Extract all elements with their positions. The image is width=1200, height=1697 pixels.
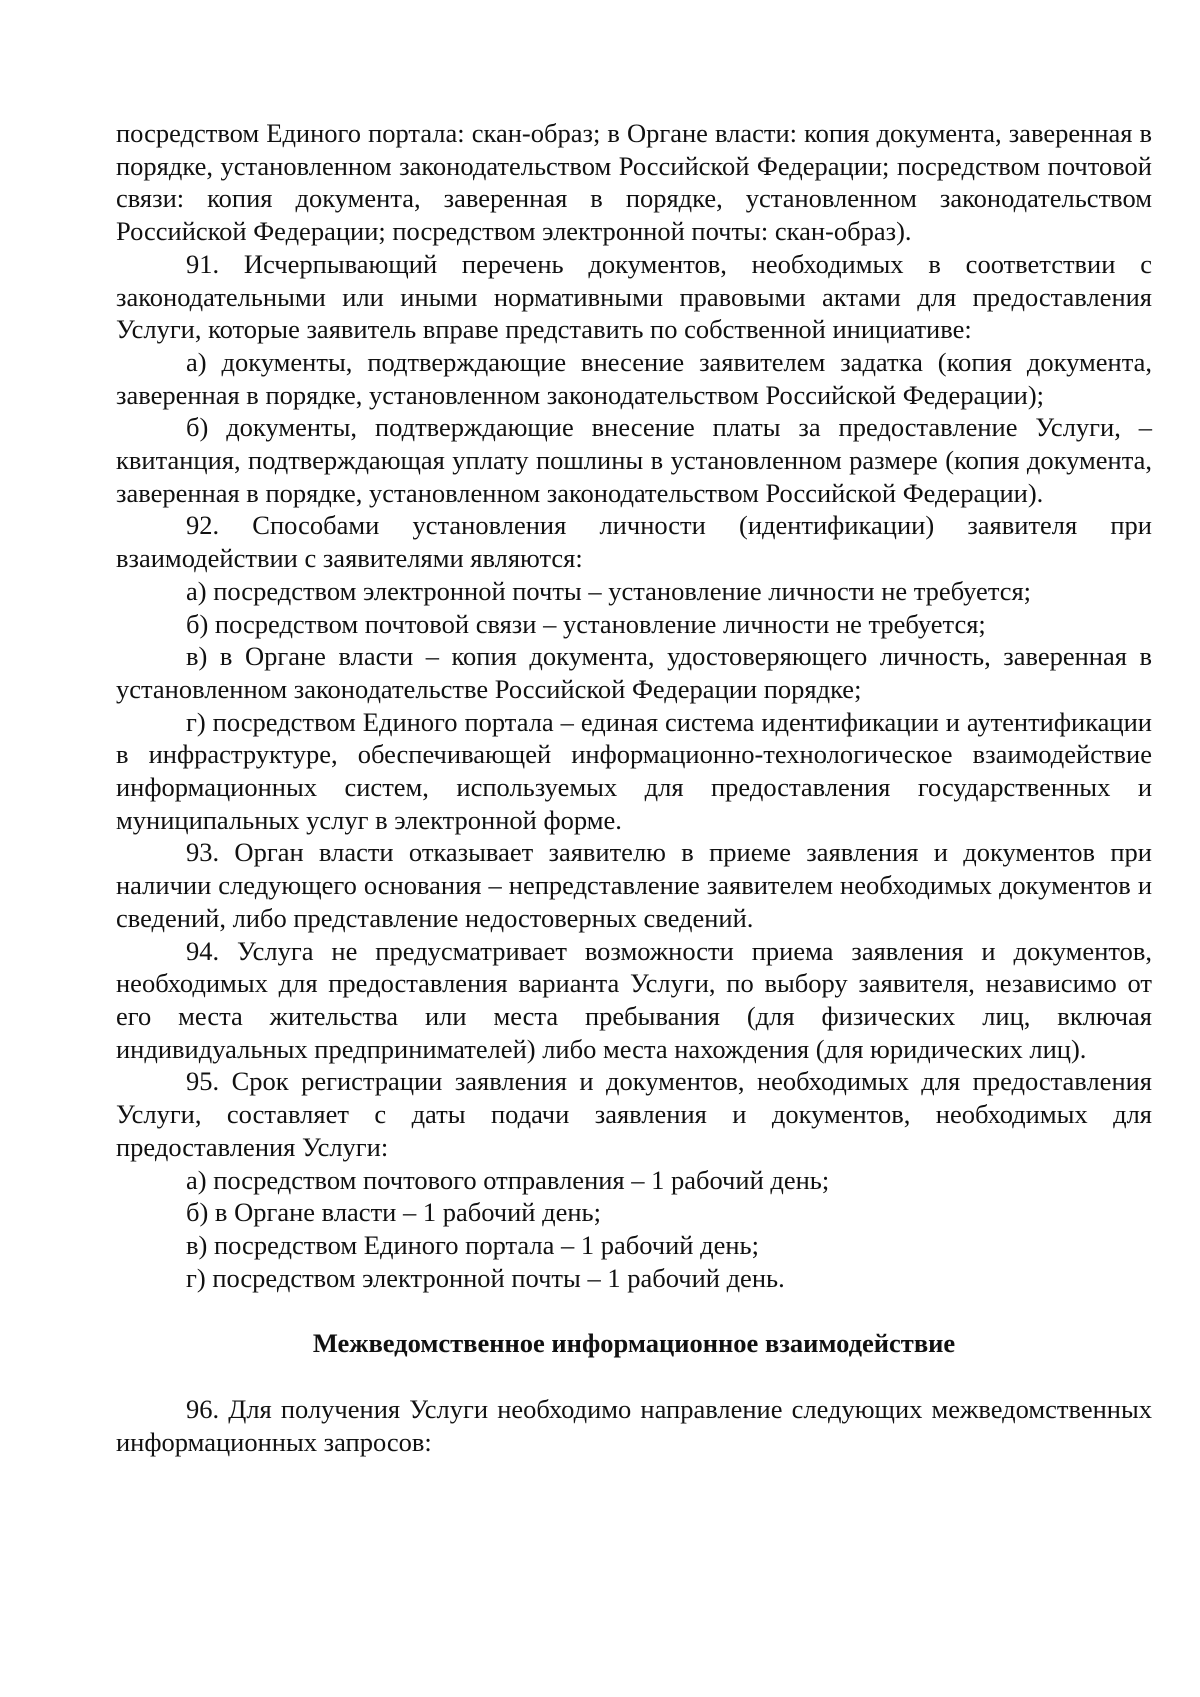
paragraph-95-g: г) посредством электронной почты – 1 рабочий день.: [186, 1262, 785, 1293]
paragraph-continuation: посредством Единого портала: скан-образ; в Органе власти: копия документа, заверенная в порядке, установленном законодательством Российской Федерации; посредством почтовой связи: копия документа, заверенная в порядке, установленном законодательством Российской Федерации; посредством электронной почты: скан-образ).: [116, 118, 1152, 247]
paragraph-91-b: б) документы, подтверждающие внесение платы за предоставление Услуги, – квитанция, подтверждающая уплату пошлины в установленном размере (копия документа, заверенная в порядке, установленном законодательством Российской Федерации).: [116, 412, 1152, 508]
spacer: [116, 1294, 1152, 1327]
paragraph-95-b: б) в Органе власти – 1 рабочий день;: [186, 1197, 601, 1228]
paragraph-95: 95. Срок регистрации заявления и документов, необходимых для предоставления Услуги, составляет с даты подачи заявления и документов, необходимых для предоставления Услуги:: [116, 1066, 1152, 1162]
paragraph-92-v: в) в Органе власти – копия документа, удостоверяющего личность, заверенная в установленном законодательстве Российской Федерации порядке;: [116, 641, 1152, 704]
paragraph-93: 93. Орган власти отказывает заявителю в приеме заявления и документов при наличии следующего основания – непредставление заявителем необходимых документов и сведений, либо представление недостоверных сведений.: [116, 837, 1152, 933]
paragraph-95-v: в) посредством Единого портала – 1 рабочий день;: [186, 1229, 759, 1260]
spacer: [116, 1360, 1152, 1393]
paragraph-91: 91. Исчерпывающий перечень документов, необходимых в соответствии с законодательными или иными нормативными правовыми актами для предоставления Услуги, которые заявитель вправе представить по собственной инициативе:: [116, 248, 1152, 345]
paragraph-92-b: б) посредством почтовой связи – установление личности не требуется;: [186, 608, 986, 639]
paragraph-91-a: а) документы, подтверждающие внесение заявителем задатка (копия документа, заверенная в порядке, установленном законодательством Российской Федерации);: [116, 346, 1152, 410]
section-heading: Межведомственное информационное взаимодействие: [312, 1328, 956, 1359]
paragraph-95-a: а) посредством почтового отправления – 1 рабочий день;: [186, 1164, 830, 1195]
paragraph-94: 94. Услуга не предусматривает возможности приема заявления и документов, необходимых для предоставления варианта Услуги, по выбору заявителя, независимо от его места жительства или места пребывания (для физических лиц, включая индивидуальных предпринимателей) либо места нахождения (для юридических лиц).: [116, 935, 1152, 1064]
document-page: [116, 117, 1152, 1458]
paragraph-92: 92. Способами установления личности (идентификации) заявителя при взаимодействии с заявителями являются:: [116, 510, 1152, 574]
paragraph-92-g: г) посредством Единого портала – единая система идентификации и аутентификации в инфраструктуре, обеспечивающей информационно-технологическое взаимодействие информационных систем, используемых для предоставления государственных и муниципальных услуг в электронной форме.: [116, 706, 1152, 835]
paragraph-96: 96. Для получения Услуги необходимо направление следующих межведомственных информационных запросов:: [116, 1394, 1152, 1457]
paragraph-92-a: а) посредством электронной почты – установление личности не требуется;: [186, 575, 1032, 606]
